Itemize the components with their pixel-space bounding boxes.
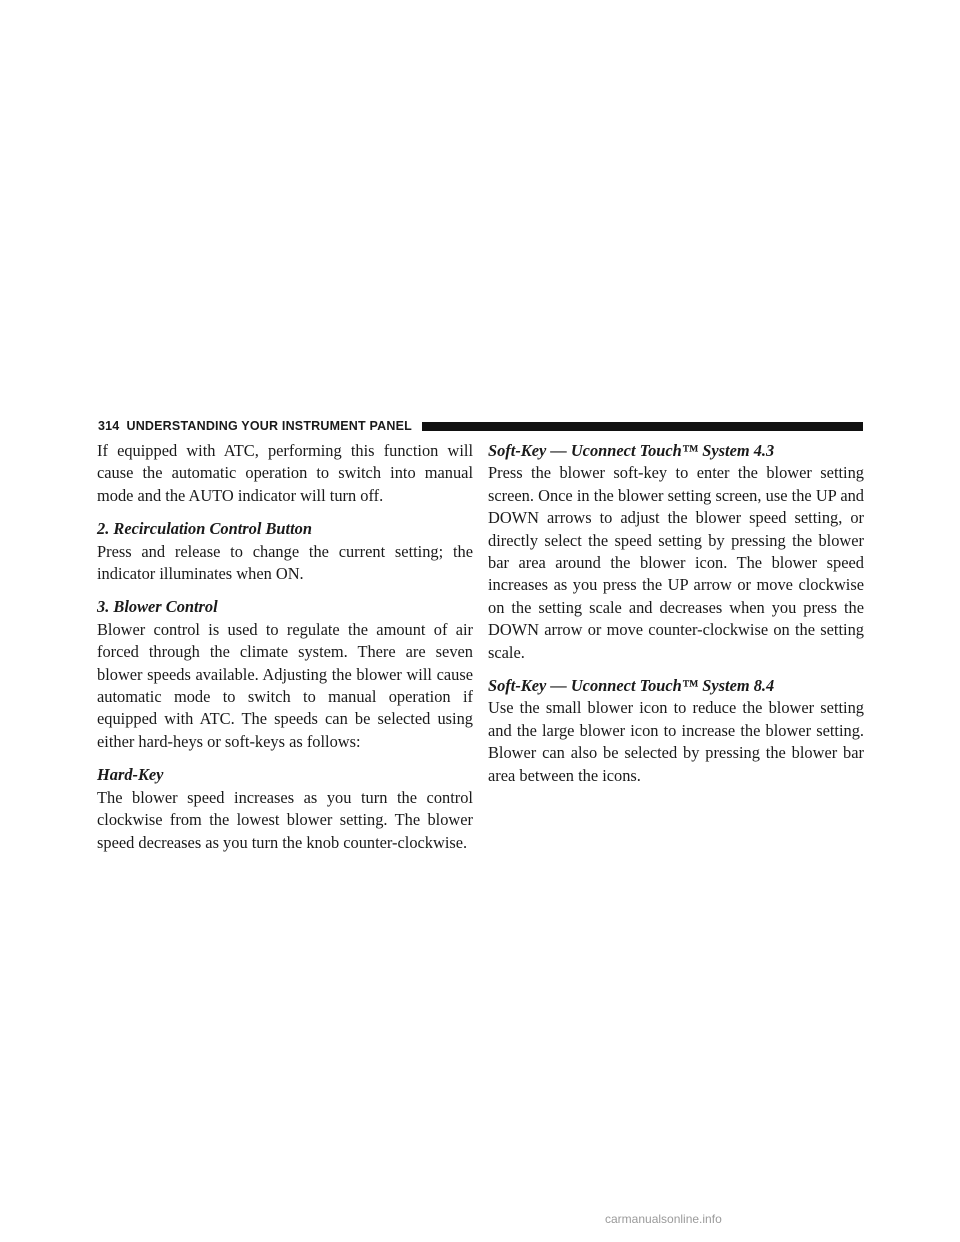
soft-key-84-paragraph: Use the small blower icon to reduce the blower setting and the large blower icon to increase the blower setting. Blower can also be selected by pressing the blower bar area between the icons.	[488, 698, 864, 785]
soft-key-84-heading: Soft-Key — Uconnect Touch™ System 8.4	[488, 676, 775, 696]
footer-watermark: carmanualsonline.info	[605, 1212, 722, 1226]
recirculation-heading: 2. Recirculation Control Button	[97, 519, 312, 539]
page-number: 314	[98, 419, 120, 433]
soft-key-43-heading: Soft-Key — Uconnect Touch™ System 4.3	[488, 441, 775, 460]
blower-control-paragraph: Blower control is used to regulate the amount of air forced through the climate system. There are seven blower speeds available. Adjusting the blower will cause automatic mode to switch to manual operation if equipped with ATC. The speeds can be selected using either hard-heys or soft-keys as follows:	[97, 619, 473, 751]
header-rule	[422, 422, 863, 431]
recirculation-paragraph: Press and release to change the current setting; the indicator illuminates when ON.	[97, 541, 473, 584]
soft-key-43-paragraph: Press the blower soft-key to enter the blower setting screen. Once in the blower setting screen, use the UP and DOWN arrows to adjust the blower speed setting, or directly select the speed setting by pressing the blower bar area around the blower icon. The blower speed increases as you press the UP arrow or move clockwise on the setting scale and decreases when you press the DOWN arrow or move counter-clockwise on the setting scale.	[488, 463, 864, 662]
intro-paragraph: If equipped with ATC, performing this function will cause the automatic operation to switch into manual mode and the AUTO indicator will turn off.	[97, 441, 473, 505]
section-title: UNDERSTANDING YOUR INSTRUMENT PANEL	[126, 419, 412, 433]
hard-key-heading: Hard-Key	[97, 765, 164, 785]
page-header	[98, 416, 863, 436]
hard-key-paragraph: The blower speed increases as you turn the control clockwise from the lowest blower setting. The blower speed decreases as you turn the knob counter-clockwise.	[97, 787, 473, 852]
right-column	[488, 440, 864, 798]
blower-control-heading: 3. Blower Control	[97, 597, 218, 617]
left-column	[97, 440, 473, 865]
